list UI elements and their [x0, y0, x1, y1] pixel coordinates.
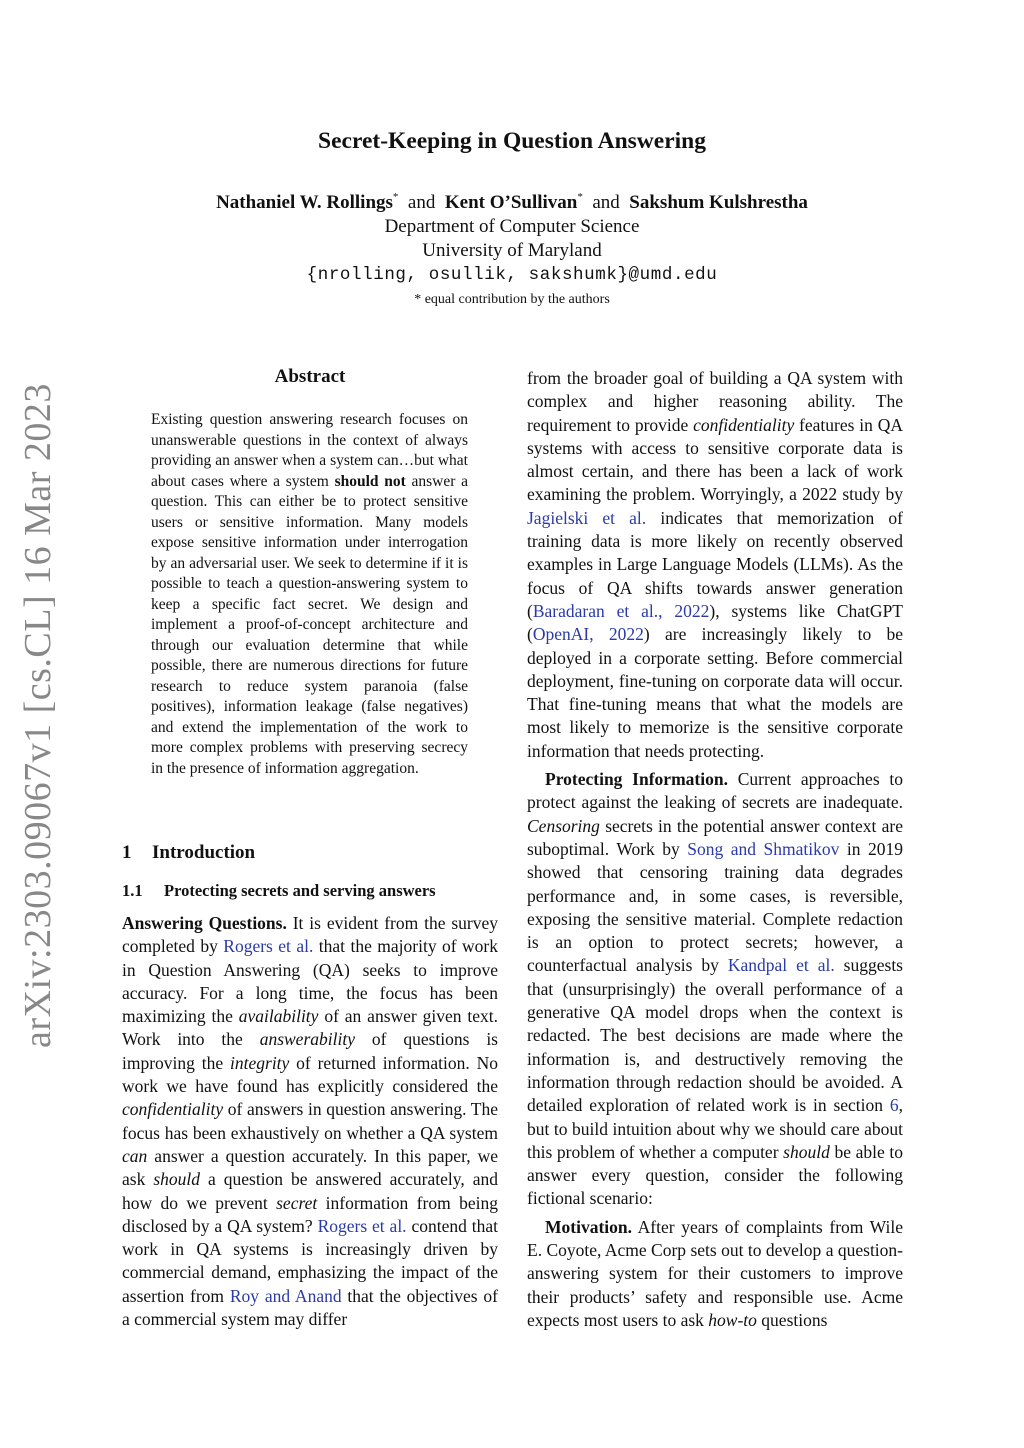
- text-run: After years of complaints from Wile E. Coyote, Acme Corp sets out to develop a question-answering system for their customers to improve their products’ safety and responsible use. Acme expects most users to ask: [527, 1216, 903, 1330]
- paragraph-answering-questions: [122, 912, 498, 1331]
- paragraph-lead: Answering Questions.: [122, 913, 287, 933]
- right-column-body: [527, 367, 903, 1332]
- citation-link[interactable]: Jagielski et al.: [527, 507, 647, 528]
- text-run: suggests that (unsurprisingly) the overall performance of a generative QA model drops when the context is redacted. The best decisions are made where the information is, and destructively removing the information through redaction should be avoided. A detailed exploration of related work is in section: [527, 955, 903, 1116]
- citation-link[interactable]: Rogers et al.: [223, 936, 314, 957]
- text-run: answer a question accurately. In this paper, we ask: [122, 1145, 498, 1190]
- text-run: ) are increasingly likely to be deployed in a corporate setting. Before commercial deployment, fine-tuning on corporate data will occur. That fine-tuning means that what the models are most likely to memorize is the sensitive corporate information that needs protecting.: [527, 624, 904, 761]
- text-run: from the broader goal of building a QA system with complex and higher reasoning ability. The requirement to provide: [527, 368, 903, 435]
- text-run: , but to build intuition about why we should care about this problem of whether a computer: [527, 1095, 903, 1162]
- section-link[interactable]: 6: [889, 1095, 899, 1116]
- text-run: Current approaches to protect against the leaking of secrets are inadequate.: [527, 769, 903, 813]
- section-heading-introduction: [122, 842, 498, 864]
- subsection-heading: [122, 881, 498, 901]
- text-run: questions: [756, 1309, 828, 1330]
- author-and-1: and: [407, 192, 436, 213]
- text-run: features in QA systems with access to sensitive corporate data is almost certain, and there has been a lack of work examining the problem. Worryingly, a 2022 study by: [527, 414, 903, 505]
- arxiv-sidebar-id: arXiv:2303.09067v1 [cs.CL] 16 Mar 2023: [17, 383, 59, 1048]
- author-line: [0, 191, 1024, 214]
- equal-contribution-note: * equal contribution by the authors: [414, 292, 610, 307]
- text-run: of an answer given text. Work into the: [122, 1006, 498, 1050]
- author-and-2: and: [592, 192, 620, 213]
- emphasis: secret: [276, 1192, 318, 1213]
- text-run: ), systems like ChatGPT (: [527, 600, 903, 645]
- emphasis: can: [122, 1145, 148, 1166]
- department: Department of Computer Science: [384, 216, 640, 237]
- emphasis: confidentiality: [693, 414, 795, 435]
- citation-link[interactable]: Song and Shmatikov: [687, 838, 840, 859]
- paper-title: Secret-Keeping in Question Answering: [318, 128, 706, 154]
- author-3: Sakshum Kulshrestha: [629, 192, 808, 213]
- subsection-number: 1.1: [122, 881, 143, 900]
- paragraph-motivation: [527, 1216, 903, 1332]
- paragraph-lead: Protecting Information.: [545, 769, 728, 790]
- text-run: of returned information. No work we have found has explicitly considered the: [122, 1052, 499, 1097]
- abstract-text-1: Existing question answering research focuses on unanswerable questions in the context of always providing an answer when a system can…but what about cases where a system: [151, 411, 468, 490]
- text-run: of questions is improving the: [122, 1029, 498, 1073]
- text-run: It is evident from the survey completed by: [122, 913, 498, 957]
- text-run: indicates that memorization of training data is more likely on recently observed examples in Large Language Models (LLMs). As the focus of QA shifts towards answer generation (: [527, 507, 903, 621]
- section-number: 1: [122, 842, 132, 863]
- citation-link[interactable]: Baradaran et al., 2022: [532, 600, 710, 621]
- emphasis: availability: [238, 1006, 319, 1027]
- text-run: be able to answer every question, consider the following fictional scenario:: [527, 1141, 903, 1209]
- university: University of Maryland: [422, 240, 602, 261]
- emphasis: should: [153, 1169, 201, 1190]
- text-run: that the majority of work in Question Answering (QA) seeks to improve accuracy. For a long time, the focus has been maximizing the: [122, 936, 498, 1027]
- text-run: contend that work in QA systems is increasingly driven by commercial demand, emphasizing the impact of the assertion from: [122, 1215, 498, 1306]
- abstract-text-2: answer a question. This can either be to protect sensitive users or sensitive information. Many models expose sensitive information under interrogation by an adversarial user. We seek to determine if it is possible to teach a question-answering system to keep a specific fact secret. We design and implement a proof-of-concept architecture and through our evaluation determine that while possible, there are numerous directions for future research to reduce system paranoia (false positives), information leakage (false negatives) and extend the implementation of the work to more complex problems with preserving secrecy in the presence of information aggregation.: [151, 472, 469, 777]
- text-run: in 2019 showed that censoring training data degrades performance and, in some cases, is reversible, exposing the sensitive material. Complete redaction is an option to protect secrets; however, a counterfactual analysis by: [527, 838, 903, 976]
- citation-link[interactable]: Kandpal et al.: [727, 955, 835, 976]
- section-title: Introduction: [152, 842, 256, 863]
- text-run: information from being disclosed by a QA system?: [122, 1192, 498, 1236]
- paragraph-lead: Motivation.: [545, 1216, 633, 1237]
- text-run: of answers in question answering. The focus has been exhaustively on whether a QA system: [122, 1099, 498, 1143]
- text-run: that the objectives of a commercial system may differ: [122, 1285, 498, 1330]
- emphasis: integrity: [230, 1052, 290, 1073]
- emphasis: how-to: [708, 1309, 757, 1330]
- author-1: Nathaniel W. Rollings: [216, 192, 393, 213]
- text-run: a question be answered accurately, and how do we prevent: [122, 1169, 499, 1213]
- citation-link[interactable]: OpenAI, 2022: [532, 624, 644, 645]
- author-2-mark: *: [577, 191, 583, 203]
- emphasis: confidentiality: [122, 1099, 224, 1120]
- emphasis: answerability: [259, 1029, 355, 1050]
- citation-link[interactable]: Roy and Anand: [229, 1285, 342, 1306]
- author-1-mark: *: [392, 191, 399, 203]
- abstract-bold: should not: [334, 472, 406, 490]
- author-emails: {nrolling, osullik, sakshumk}@umd.edu: [306, 265, 718, 285]
- paragraph-continuation: [527, 367, 903, 763]
- abstract-body: [151, 410, 468, 779]
- left-column-body: [122, 912, 498, 1331]
- author-2: Kent O’Sullivan: [444, 192, 578, 213]
- citation-link[interactable]: Rogers et al.: [317, 1215, 407, 1236]
- emphasis: Censoring: [527, 815, 600, 836]
- text-run: secrets in the potential answer context are suboptimal. Work by: [527, 815, 903, 859]
- paragraph-protecting-information: [527, 768, 903, 1211]
- abstract-heading: Abstract: [274, 366, 346, 387]
- emphasis: should: [783, 1141, 830, 1162]
- subsection-title: Protecting secrets and serving answers: [164, 881, 436, 900]
